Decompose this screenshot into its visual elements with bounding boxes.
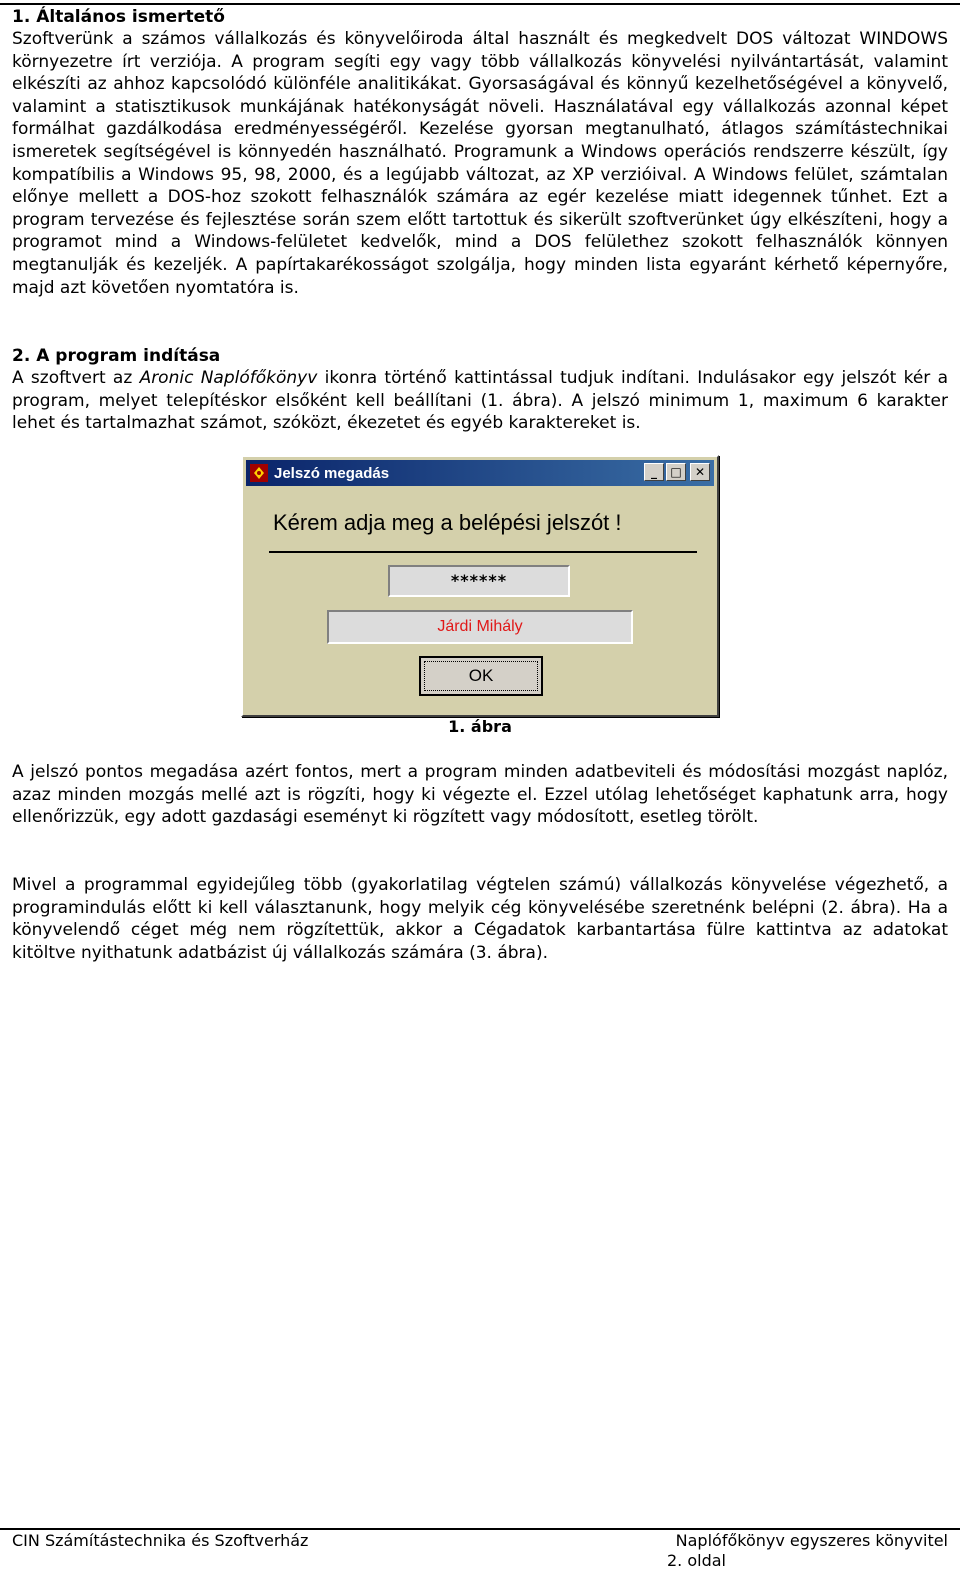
footer-rule [0,1528,960,1530]
password-prompt: Kérem adja meg a belépési jelszót ! [273,510,622,535]
ok-button-label: OK [424,661,538,691]
p-text-end: ikonra történő kattintással tudjuk indítani. Indulásakor egy jelszót kér a program, melyet telepítéskor elsőként kell beállítani (1. ábra). A jelszó minimum 1, maximum 6 karakter lehet és tartalmazhat számot, szóközt, ékezetet és egyéb karaktereket is. [12,368,948,434]
user-name-field[interactable]: Járdi Mihály [327,610,633,644]
window-controls [644,463,710,481]
top-rule [0,3,960,5]
app-icon [250,464,268,482]
close-button[interactable]: ✕ [690,463,710,481]
figure-1 [241,455,719,736]
paragraph-logging: A jelszó pontos megadása azért fontos, mert a program minden adatbeviteli és módosítási mozgást naplóz, azaz minden mozgás mellé azt is rögzíti, hogy ki végezte el. Ezzel utólag lehetőséget kaphatunk arra, hogy ellenőrizzük, egy adott gazdasági eseményt ki rögzített vagy módosított, esetleg törölt. [12,762,948,828]
footer-page-number: 2. oldal [667,1551,726,1570]
p-text-start: A szoftvert az [12,368,140,388]
minimize-button[interactable]: _ [644,463,664,481]
section-2-heading: 2. A program indítása [12,346,221,366]
section-1-paragraph: Szoftverünk a számos vállalkozás és könyvelőiroda által használt és megkedvelt DOS változat WINDOWS környezetre írt verziója. A program segíti egy vagy több vállalkozás könyvelési nyilvántartását, valamint elkészíti az ahhoz kapcsolódó különféle analitikákat. Gyorsaságával és könnyű kezelhetőségével a könyvelő, valamint a statisztikusok munkájának hatékonyságát növeli. Használatával egy vállalkozás azonnal képet formálhat gazdálkodása eredményességéről. Kezelése gyorsan megtanulható, átlagos számítástechnikai ismeretek segítségével is könnyedén használható. Programunk a Windows operációs rendszerre készült, így kompatíbilis a Windows 95, 98, 2000, és a legújabb változat, az XP verzióival. A Windows felület, számtalan előnye mellett a DOS-hoz szokott felhasználók számára az egér kezelése miatt idegennek tűnhet. Ezt a program tervezése és fejlesztése során szem előtt tartottuk és sikerült szoftverünket úgy elkészíteni, hogy a programot mind a Windows-felületet kedvelők, mind a DOS felülethez szokott felhasználók könnyen megtanulják és kezeljék. A papírtakarékosságot szolgálja, hogy minden lista egyaránt kérhető képernyőre, majd azt követően nyomtatóra is. [12,29,948,298]
prompt-divider [269,551,697,553]
maximize-button[interactable]: □ [666,463,686,481]
section-general [12,6,948,299]
section-1-heading: 1. Általános ismertető [12,7,225,27]
password-dialog [241,455,719,717]
footer-company: CIN Számítástechnika és Szoftverház [12,1531,309,1550]
section-2-paragraph [12,367,948,435]
footer-title: Naplófőkönyv egyszeres könyvitel [675,1531,948,1550]
password-input[interactable]: ****** [388,565,570,597]
program-name: Aronic Naplófőkönyv [139,368,318,388]
ok-button[interactable] [419,656,543,696]
dialog-title: Jelszó megadás [274,464,390,482]
figure-caption: 1. ábra [448,717,512,736]
paragraph-company-select: Mivel a programmal egyidejűleg több (gyakorlatilag végtelen számú) vállalkozás könyvelése végezhető, a programindulás előtt ki kell választanunk, hogy melyik cég könyvelésébe szeretnénk belépni (2. ábra). Ha a könyvelendő céget még nem rögzítettük, akkor a Cégadatok karbantartása fülre kattintva az adatokat kitöltve nyithatunk adatbázist új vállalkozás számára (3. ábra). [12,875,948,963]
section-start [12,345,948,435]
dialog-titlebar[interactable] [246,460,714,486]
